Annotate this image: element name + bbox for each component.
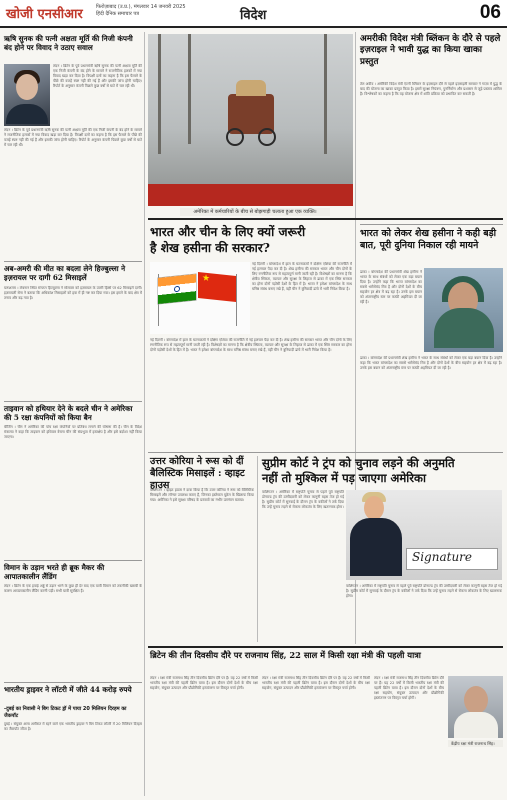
- article-separator: [4, 261, 142, 262]
- photo-face: [16, 74, 38, 100]
- date-line: फिरोज़ाबाद (उ.प्र.), मंगलवार 14 जनवरी 2025: [96, 4, 186, 10]
- china-flag: [198, 272, 236, 302]
- photo-face: [364, 496, 384, 520]
- left-article-3-headline: ताइवान को हथियार देने के बदले चीन ने अमेरिका की 5 रक्षा कंपनियों को किया बैन: [4, 404, 133, 422]
- india-china-flags: [150, 262, 250, 334]
- rajnath-body-col-3: लंदन । रक्षा मंत्री राजनाथ सिंह तीन दिवसीय ब्रिटेन दौरे पर हैं। यह 22 वर्षों में किसी भारतीय रक्षा मंत्री की पहली ब्रिटेन यात्रा है। इस दौरान दोनों देशों के बीच रक्षा सहयोग, संयुक्त उत्पादन और प्रौद्योगिकी हस्तांतरण पर विस्तृत चर्चा होगी।: [374, 676, 444, 700]
- issue-date: [96, 4, 186, 18]
- left-article-1-body-side: लंदन । ब्रिटेन के पूर्व प्रधानमंत्री ऋषि सुनक की पत्नी अक्षता मूर्ति की एक निजी कंपनी के बंद होने के मामले ने राजनीतिक हलकों में नया विवाद खड़ा कर दिया है। विपक्षी दलों का कहना है कि इस फैसले के पीछे की वजहें स्पष्ट नहीं की गई हैं और इसकी जांच होनी चाहिए। रिपोर्ट के अनुसार कंपनी पिछले कुछ वर्षों से घाटे में चल रही थी।: [53, 64, 142, 88]
- trump-court-headline-line-2: नहीं तो मुश्किल में पड़ जाएगा अमेरिका: [262, 471, 426, 485]
- left-article-4-body: लंदन । ब्रिटेन के एक हवाई अड्डे से उड़ान भरने के कुछ ही देर बाद एक यात्री विमान को तकनीकी खराबी के कारण आपातकालीन लैंडिंग करनी पड़ी। सभी यात्री सुरक्षित हैं।: [4, 584, 142, 593]
- page-number: 06: [479, 2, 501, 23]
- photo-sari: [434, 308, 494, 348]
- right-article-1-headline: अमरीकी विदेश मंत्री ब्लिंकन के दौरे से पहले इज़राइल ने भावी युद्ध का किया खाका प्रस्तुत: [360, 34, 501, 67]
- lead-body-side: नई दिल्ली । बांग्लादेश में हाल के घटनाक्रमों ने दक्षिण एशिया की राजनीति में नई हलचल पैदा कर दी है। शेख हसीना की सरकार भारत और चीन दोनों के लिए रणनीतिक रूप से महत्वपूर्ण मानी जाती रही है। विशेषज्ञों का मानना है कि क्षेत्रीय स्थिरता, व्यापार और सुरक्षा के लिहाज से ढाका में एक स्थिर सरकार का होना दोनों पड़ोसी देशों के हित में है। भारत ने हमेशा बांग्लादेश के साथ घनिष्ठ संबंध बनाए रखे हैं, वहीं चीन ने बुनियादी ढांचे में भारी निवेश किया है।: [252, 262, 352, 291]
- trump-photo: [346, 490, 502, 580]
- trump-court-headline-line-1: सुप्रीम कोर्ट ने ट्रंप को चुनाव लड़ने की अनुमति: [262, 456, 455, 470]
- tree-trunk: [188, 34, 191, 144]
- column-divider: [144, 32, 145, 796]
- newspaper-name: खोजी एनसीआर: [6, 7, 83, 22]
- left-article-2-body: यरूशलम । लेबनान स्थित संगठन हिज्बुल्ला ने सोमवार को इज़रायल के उत्तरी हिस्से पर 62 मिसाइलें दागीं। इज़रायली सेना ने बताया कि अधिकांश मिसाइलों को हवा में ही नष्ट कर दिया गया। इस हमले के बाद क्षेत्र में तनाव और बढ़ गया है।: [4, 286, 142, 300]
- rajnath-headline: ब्रिटेन की तीन दिवसीय दौरे पर राजनाथ सिंह, 22 साल में किसी रक्षा मंत्री की पहली यात्रा: [150, 650, 421, 660]
- lead-headline-line-1: भारत और चीन के लिए क्यों जरूरी: [150, 225, 306, 239]
- right-article-1-body: तेल अवीव । अमेरिकी विदेश मंत्री एंटनी ब्लिंकन के इज़राइल दौरे से पहले इज़राइली सरकार ने गाज़ा में युद्ध के बाद की योजना का खाका प्रस्तुत किया है। इसमें सुरक्षा नियंत्रण, पुनर्निर्माण और प्रशासन से जुड़े प्रस्ताव शामिल हैं। विश्लेषकों का कहना है कि यह योजना क्षेत्र में शांति प्रक्रिया को प्रभावित कर सकती है।: [360, 82, 502, 96]
- center-photo-caption: अमेरिका में कर्मचारियों के बीच से बोझगाड़ी चलाता हुआ एक व्यक्ति।: [180, 208, 330, 216]
- left-article-5-subhead: -दुबई का निवासी ने बिग टिकट ड्रॉ में पाया 20 मिलियन दिरहम का जैकपॉट: [4, 706, 127, 719]
- lead-headline: [150, 224, 350, 256]
- trump-court-body: वाशिंगटन । अमेरिका में राष्ट्रपति चुनाव से पहले पूर्व राष्ट्रपति डोनाल्ड ट्रंप की उम्मीदवारी को लेकर कानूनी बहस तेज हो गई है। सुप्रीम कोर्ट में सुनवाई के दौरान ट्रंप के वकीलों ने तर्क दिया कि उन्हें चुनाव लड़ने से रोकना लोकतंत्र के लिए खतरनाक होगा।: [262, 490, 344, 509]
- right-article-2-headline: भारत को लेकर शेख हसीना ने कही बड़ी बात, पूरी दुनिया निकाल रही मायने: [360, 228, 497, 252]
- column-divider: [257, 456, 258, 642]
- rajnath-photo: [448, 676, 503, 738]
- left-article-4-headline: विमान के उड़ान भरते ही ब्रूक मैकर की आपातकालीन लैंडिंग: [4, 563, 105, 581]
- korea-headline: उत्तर कोरिया ने रूस को दीं बैलिस्टिक मिसाइलें : व्हाइट हाउस: [150, 456, 245, 491]
- left-article-1-headline: ऋषि सुनक की पत्नी अक्षता मूर्ति की निजी कंपनी बंद होने पर विवाद ने उठाए सवाल: [4, 34, 133, 52]
- korea-body: वाशिंगटन । व्हाइट हाउस ने दावा किया है कि उत्तर कोरिया ने रूस को बैलिस्टिक मिसाइलें और लॉन्चर उपलब्ध कराए हैं, जिनका इस्तेमाल यूक्रेन के खिलाफ किया गया। अमेरिका ने इसे सुरक्षा परिषद के प्रस्तावों का गंभीर उल्लंघन बताया।: [150, 488, 254, 502]
- article-separator: [360, 224, 503, 225]
- signature-text: Signature: [412, 550, 473, 564]
- masthead: [0, 0, 507, 28]
- trump-court-body-cont: वाशिंगटन । अमेरिका में राष्ट्रपति चुनाव से पहले पूर्व राष्ट्रपति डोनाल्ड ट्रंप की उम्मीदवारी को लेकर कानूनी बहस तेज हो गई है। सुप्रीम कोर्ट में सुनवाई के दौरान ट्रंप के वकीलों ने तर्क दिया कि उन्हें चुनाव लड़ने से रोकना लोकतंत्र के लिए खतरनाक होगा।: [346, 584, 502, 598]
- left-article-5-headline: भारतीय ड्राइवर ने लॉटरी में जीते 44 करोड़ रुपये: [4, 685, 132, 694]
- article-separator: [4, 560, 142, 561]
- trump-court-headline: [262, 456, 502, 486]
- photo-face: [464, 686, 488, 714]
- flag-pole: [236, 274, 237, 326]
- cart-wheel: [258, 128, 276, 146]
- photo-shirt: [6, 104, 48, 124]
- photo-suit: [350, 518, 402, 576]
- tree-trunk: [158, 34, 161, 154]
- red-wall: [148, 184, 353, 206]
- left-article-1-body: लंदन । ब्रिटेन के पूर्व प्रधानमंत्री ऋषि सुनक की पत्नी अक्षता मूर्ति की एक निजी कंपनी के बंद होने के मामले ने राजनीतिक हलकों में नया विवाद खड़ा कर दिया है। विपक्षी दलों का कहना है कि इस फैसले के पीछे की वजहें स्पष्ट नहीं की गई हैं और इसकी जांच होनी चाहिए। रिपोर्ट के अनुसार कंपनी पिछले कुछ वर्षों से घाटे में चल रही थी।: [4, 128, 142, 147]
- rajnath-photo-caption: केंद्रीय रक्षा मंत्री राजनाथ सिंह।: [448, 740, 503, 747]
- rajnath-body-col-1: लंदन । रक्षा मंत्री राजनाथ सिंह तीन दिवसीय ब्रिटेन दौरे पर हैं। यह 22 वर्षों में किसी भारतीय रक्षा मंत्री की पहली ब्रिटेन यात्रा है। इस दौरान दोनों देशों के बीच रक्षा सहयोग, संयुक्त उत्पादन और प्रौद्योगिकी हस्तांतरण पर विस्तृत चर्चा होगी।: [150, 676, 258, 690]
- star-icon: ★: [202, 273, 211, 285]
- cart-wheel: [226, 128, 244, 146]
- paper-subline: हिंदी दैनिक समाचार पत्र: [96, 11, 140, 17]
- lead-body: नई दिल्ली । बांग्लादेश में हाल के घटनाक्रमों ने दक्षिण एशिया की राजनीति में नई हलचल पैदा कर दी है। शेख हसीना की सरकार भारत और चीन दोनों के लिए रणनीतिक रूप से महत्वपूर्ण मानी जाती रही है। विशेषज्ञों का मानना है कि क्षेत्रीय स्थिरता, व्यापार और सुरक्षा के लिहाज से ढाका में एक स्थिर सरकार का होना दोनों पड़ोसी देशों के हित में है। भारत ने हमेशा बांग्लादेश के साथ घनिष्ठ संबंध बनाए रखे हैं, वहीं चीन ने बुनियादी ढांचे में भारी निवेश किया है।: [150, 338, 352, 352]
- section-title: विदेश: [240, 8, 267, 23]
- left-article-5-body: दुबई । संयुक्त अरब अमीरात में रहने वाले एक भारतीय ड्राइवर ने बिग टिकट लॉटरी में 20 मिलियन दिरहम का जैकपॉट जीता है।: [4, 722, 142, 731]
- chakra-icon: [174, 286, 180, 293]
- right-article-2-body: ढाका । बांग्लादेश की प्रधानमंत्री शेख हसीना ने भारत के साथ संबंधों को लेकर एक बड़ा बयान दिया है। उन्होंने कहा कि भारत बांग्लादेश का सबसे भरोसेमंद मित्र है और दोनों देशों के बीच सहयोग हर क्षेत्र में बढ़ रहा है। उनके इस बयान को अंतरराष्ट्रीय स्तर पर काफी अहमियत दी जा रही है।: [360, 356, 502, 370]
- right-article-2-body-side: ढाका । बांग्लादेश की प्रधानमंत्री शेख हसीना ने भारत के साथ संबंधों को लेकर एक बड़ा बयान दिया है। उन्होंने कहा कि भारत बांग्लादेश का सबसे भरोसेमंद मित्र है और दोनों देशों के बीच सहयोग हर क्षेत्र में बढ़ रहा है। उनके इस बयान को अंतरराष्ट्रीय स्तर पर काफी अहमियत दी जा रही है।: [360, 270, 422, 304]
- left-article-3-body: बीजिंग । चीन ने अमेरिका की पांच रक्षा कंपनियों पर प्रतिबंध लगाने की घोषणा की है। चीन के विदेश मंत्रालय ने कहा कि ताइवान को हथियार बेचना चीन की संप्रभुता में हस्तक्षेप है और इसे बर्दाश्त नहीं किया जाएगा।: [4, 425, 142, 439]
- article-separator: [148, 452, 503, 453]
- fog-cart-photo: [148, 34, 353, 206]
- tree-trunk: [324, 34, 327, 154]
- rajnath-body-col-2: लंदन । रक्षा मंत्री राजनाथ सिंह तीन दिवसीय ब्रिटेन दौरे पर हैं। यह 22 वर्षों में किसी भारतीय रक्षा मंत्री की पहली ब्रिटेन यात्रा है। इस दौरान दोनों देशों के बीच रक्षा सहयोग, संयुक्त उत्पादन और प्रौद्योगिकी हस्तांतरण पर विस्तृत चर्चा होगी।: [262, 676, 370, 690]
- bottom-rule: [148, 646, 503, 648]
- photo-body: [454, 712, 498, 738]
- hasina-photo: [424, 268, 503, 352]
- left-article-2-headline: अब-अमरी की मीत का बदला लेने हिज्बुल्ला ने इज़रायल पर दागी 62 मिसाइलें: [4, 264, 126, 282]
- lead-headline-line-2: है शेख हसीना की सरकार?: [150, 241, 270, 255]
- article-separator: [4, 682, 142, 683]
- sunak-photo: [4, 64, 50, 126]
- india-flag: [158, 274, 196, 304]
- article-separator: [4, 401, 142, 402]
